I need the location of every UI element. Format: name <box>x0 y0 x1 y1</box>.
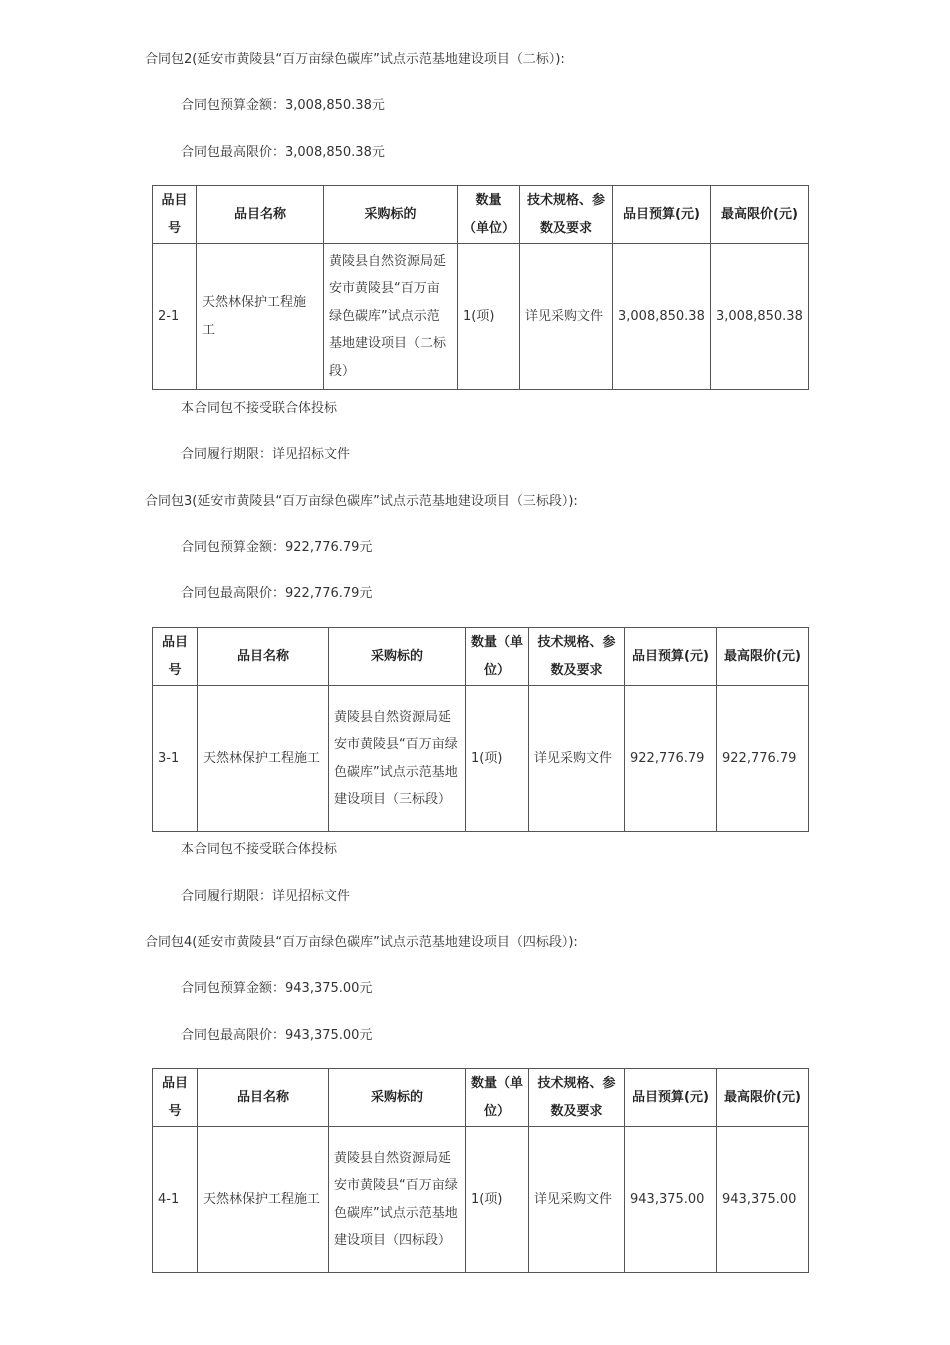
package-2-consortium-note: 本合同包不接受联合体投标 <box>181 401 338 416</box>
cell-item-name: 天然林保护工程施工 <box>197 244 324 390</box>
cell-target: 黄陵县自然资源局延安市黄陵县“百万亩绿色碳库”试点示范基地建设项目（二标段） <box>324 244 458 390</box>
cell-budget: 943,375.00 <box>625 1127 717 1273</box>
package-3-max-price: 合同包最高限价：922,776.79元 <box>181 586 373 601</box>
cell-budget: 3,008,850.38 <box>613 244 711 390</box>
package-4-budget: 合同包预算金额：943,375.00元 <box>181 981 373 996</box>
cell-budget: 922,776.79 <box>625 686 717 832</box>
cell-item-no: 2-1 <box>153 244 197 390</box>
header-item-no: 品目号 <box>153 628 198 686</box>
package-3-title: 合同包3(延安市黄陵县“百万亩绿色碳库”试点示范基地建设项目（三标段）): <box>145 494 578 509</box>
cell-spec: 详见采购文件 <box>520 244 613 390</box>
package-4-max-price: 合同包最高限价：943,375.00元 <box>181 1028 373 1043</box>
header-quantity: 数量（单位） <box>458 186 520 244</box>
package-3-budget: 合同包预算金额：922,776.79元 <box>181 540 373 555</box>
header-target: 采购标的 <box>329 1069 466 1127</box>
cell-quantity: 1(项) <box>466 1127 529 1273</box>
cell-max-price: 3,008,850.38 <box>711 244 809 390</box>
header-quantity: 数量（单位） <box>466 1069 529 1127</box>
table-row <box>153 1127 809 1273</box>
table-header-row <box>153 628 809 686</box>
table-header-row <box>153 1069 809 1127</box>
cell-quantity: 1(项) <box>458 244 520 390</box>
header-item-name: 品目名称 <box>197 186 324 244</box>
table-row <box>153 686 809 832</box>
table-row <box>153 244 809 390</box>
header-quantity: 数量（单位） <box>466 628 529 686</box>
header-max-price: 最高限价(元) <box>711 186 809 244</box>
header-item-name: 品目名称 <box>198 1069 329 1127</box>
package-2-budget: 合同包预算金额：3,008,850.38元 <box>181 98 385 113</box>
package-2-period: 合同履行期限：详见招标文件 <box>181 447 351 462</box>
header-item-name: 品目名称 <box>198 628 329 686</box>
header-budget: 品目预算(元) <box>625 628 717 686</box>
header-target: 采购标的 <box>324 186 458 244</box>
package-3-item-table <box>152 627 809 832</box>
header-budget: 品目预算(元) <box>613 186 711 244</box>
package-2-title: 合同包2(延安市黄陵县“百万亩绿色碳库”试点示范基地建设项目（二标）): <box>145 52 565 67</box>
cell-item-no: 4-1 <box>153 1127 198 1273</box>
header-spec: 技术规格、参数及要求 <box>529 628 625 686</box>
cell-quantity: 1(项) <box>466 686 529 832</box>
package-2-max-price: 合同包最高限价：3,008,850.38元 <box>181 145 385 160</box>
cell-target: 黄陵县自然资源局延安市黄陵县“百万亩绿色碳库”试点示范基地建设项目（四标段） <box>329 1127 466 1273</box>
header-item-no: 品目号 <box>153 1069 198 1127</box>
cell-target: 黄陵县自然资源局延安市黄陵县“百万亩绿色碳库”试点示范基地建设项目（三标段） <box>329 686 466 832</box>
package-3-consortium-note: 本合同包不接受联合体投标 <box>181 842 338 857</box>
header-item-no: 品目号 <box>153 186 197 244</box>
cell-spec: 详见采购文件 <box>529 1127 625 1273</box>
package-4-title: 合同包4(延安市黄陵县“百万亩绿色碳库”试点示范基地建设项目（四标段）): <box>145 935 578 950</box>
package-4-item-table <box>152 1068 809 1273</box>
cell-max-price: 922,776.79 <box>717 686 809 832</box>
header-spec: 技术规格、参数及要求 <box>520 186 613 244</box>
header-max-price: 最高限价(元) <box>717 628 809 686</box>
header-max-price: 最高限价(元) <box>717 1069 809 1127</box>
cell-spec: 详见采购文件 <box>529 686 625 832</box>
package-3-period: 合同履行期限：详见招标文件 <box>181 889 351 904</box>
header-spec: 技术规格、参数及要求 <box>529 1069 625 1127</box>
table-header-row <box>153 186 809 244</box>
header-budget: 品目预算(元) <box>625 1069 717 1127</box>
cell-item-name: 天然林保护工程施工 <box>198 1127 329 1273</box>
cell-item-name: 天然林保护工程施工 <box>198 686 329 832</box>
cell-max-price: 943,375.00 <box>717 1127 809 1273</box>
cell-item-no: 3-1 <box>153 686 198 832</box>
header-target: 采购标的 <box>329 628 466 686</box>
package-2-item-table <box>152 185 809 390</box>
